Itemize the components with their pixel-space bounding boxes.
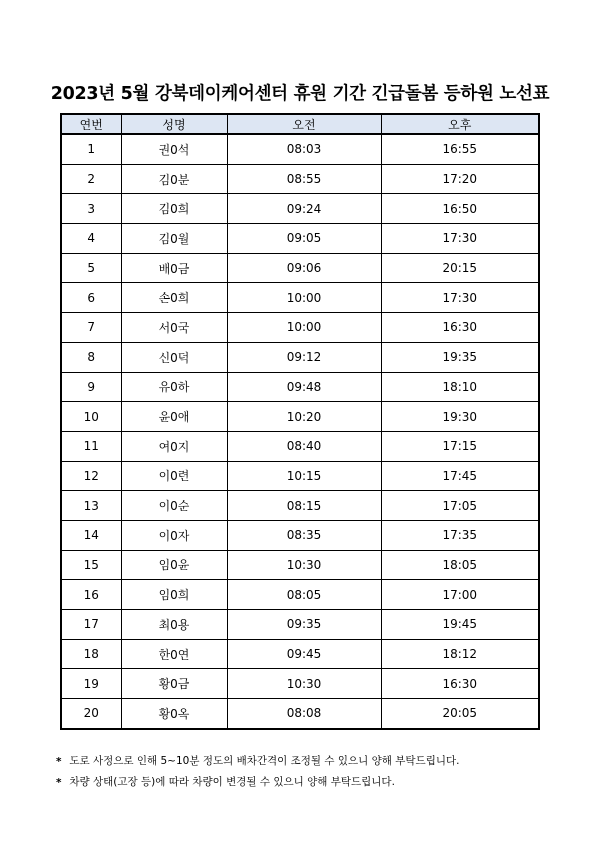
cell-morning-time: 10:30 bbox=[227, 550, 381, 580]
cell-number: 2 bbox=[61, 164, 121, 194]
note-bullet: * bbox=[56, 777, 62, 789]
cell-afternoon-time: 16:30 bbox=[381, 313, 539, 343]
table-row bbox=[61, 520, 539, 550]
cell-afternoon-time: 17:00 bbox=[381, 580, 539, 610]
cell-name: 김0희 bbox=[121, 194, 227, 224]
cell-morning-time: 10:30 bbox=[227, 669, 381, 699]
cell-morning-time: 10:00 bbox=[227, 283, 381, 313]
cell-morning-time: 10:15 bbox=[227, 461, 381, 491]
note-text: 차량 상태(고장 등)에 따라 차량이 변경될 수 있으니 양해 부탁드립니다. bbox=[69, 776, 395, 788]
cell-number: 1 bbox=[61, 134, 121, 164]
cell-name: 배0금 bbox=[121, 253, 227, 283]
cell-name: 이0순 bbox=[121, 491, 227, 521]
cell-afternoon-time: 17:05 bbox=[381, 491, 539, 521]
cell-name: 여0지 bbox=[121, 431, 227, 461]
cell-afternoon-time: 17:30 bbox=[381, 283, 539, 313]
cell-name: 유0하 bbox=[121, 372, 227, 402]
table-row bbox=[61, 134, 539, 164]
cell-morning-time: 09:48 bbox=[227, 372, 381, 402]
table-row bbox=[61, 224, 539, 254]
cell-name: 신0덕 bbox=[121, 342, 227, 372]
table-row bbox=[61, 253, 539, 283]
cell-name: 손0희 bbox=[121, 283, 227, 313]
cell-name: 이0련 bbox=[121, 461, 227, 491]
cell-afternoon-time: 17:30 bbox=[381, 224, 539, 254]
cell-morning-time: 08:15 bbox=[227, 491, 381, 521]
table-row bbox=[61, 431, 539, 461]
notes bbox=[56, 751, 556, 793]
cell-name: 서0국 bbox=[121, 313, 227, 343]
cell-number: 5 bbox=[61, 253, 121, 283]
table-row bbox=[61, 461, 539, 491]
cell-morning-time: 09:45 bbox=[227, 639, 381, 669]
cell-name: 한0연 bbox=[121, 639, 227, 669]
cell-morning-time: 09:06 bbox=[227, 253, 381, 283]
table-header-row bbox=[61, 114, 539, 134]
table-row bbox=[61, 283, 539, 313]
cell-morning-time: 09:12 bbox=[227, 342, 381, 372]
cell-number: 9 bbox=[61, 372, 121, 402]
cell-afternoon-time: 17:45 bbox=[381, 461, 539, 491]
cell-name: 김0분 bbox=[121, 164, 227, 194]
table-row bbox=[61, 194, 539, 224]
table-row bbox=[61, 610, 539, 640]
note-bullet: * bbox=[56, 756, 62, 768]
cell-number: 14 bbox=[61, 520, 121, 550]
cell-afternoon-time: 18:10 bbox=[381, 372, 539, 402]
cell-afternoon-time: 19:35 bbox=[381, 342, 539, 372]
cell-afternoon-time: 19:30 bbox=[381, 402, 539, 432]
header-afternoon: 오후 bbox=[381, 114, 539, 134]
cell-name: 황0금 bbox=[121, 669, 227, 699]
note-text: 도로 사정으로 인해 5~10분 정도의 배차간격이 조정될 수 있으니 양해 부탁드립니다. bbox=[69, 755, 460, 767]
cell-number: 13 bbox=[61, 491, 121, 521]
page-title: 2023년 5월 강북데이케어센터 휴원 기간 긴급돌봄 등하원 노선표 bbox=[50, 84, 550, 104]
table-row bbox=[61, 580, 539, 610]
cell-number: 18 bbox=[61, 639, 121, 669]
cell-name: 임0희 bbox=[121, 580, 227, 610]
cell-afternoon-time: 18:05 bbox=[381, 550, 539, 580]
cell-morning-time: 08:40 bbox=[227, 431, 381, 461]
header-name: 성명 bbox=[121, 114, 227, 134]
cell-number: 12 bbox=[61, 461, 121, 491]
cell-number: 15 bbox=[61, 550, 121, 580]
cell-name: 임0윤 bbox=[121, 550, 227, 580]
cell-morning-time: 08:08 bbox=[227, 699, 381, 729]
cell-number: 19 bbox=[61, 669, 121, 699]
cell-afternoon-time: 17:35 bbox=[381, 520, 539, 550]
table-row bbox=[61, 491, 539, 521]
table-row bbox=[61, 669, 539, 699]
note-item bbox=[56, 751, 556, 772]
cell-number: 11 bbox=[61, 431, 121, 461]
cell-afternoon-time: 17:20 bbox=[381, 164, 539, 194]
cell-afternoon-time: 20:05 bbox=[381, 699, 539, 729]
cell-number: 8 bbox=[61, 342, 121, 372]
cell-afternoon-time: 20:15 bbox=[381, 253, 539, 283]
cell-morning-time: 09:05 bbox=[227, 224, 381, 254]
table-row bbox=[61, 402, 539, 432]
cell-afternoon-time: 18:12 bbox=[381, 639, 539, 669]
cell-name: 권0석 bbox=[121, 134, 227, 164]
cell-number: 4 bbox=[61, 224, 121, 254]
note-item bbox=[56, 772, 556, 793]
cell-afternoon-time: 17:15 bbox=[381, 431, 539, 461]
header-number: 연번 bbox=[61, 114, 121, 134]
cell-morning-time: 08:35 bbox=[227, 520, 381, 550]
cell-number: 20 bbox=[61, 699, 121, 729]
cell-name: 김0월 bbox=[121, 224, 227, 254]
cell-number: 3 bbox=[61, 194, 121, 224]
cell-afternoon-time: 19:45 bbox=[381, 610, 539, 640]
cell-morning-time: 09:24 bbox=[227, 194, 381, 224]
cell-morning-time: 09:35 bbox=[227, 610, 381, 640]
cell-morning-time: 10:00 bbox=[227, 313, 381, 343]
table-row bbox=[61, 699, 539, 729]
cell-morning-time: 08:55 bbox=[227, 164, 381, 194]
cell-name: 이0자 bbox=[121, 520, 227, 550]
cell-morning-time: 08:05 bbox=[227, 580, 381, 610]
table-row bbox=[61, 342, 539, 372]
cell-number: 7 bbox=[61, 313, 121, 343]
cell-number: 17 bbox=[61, 610, 121, 640]
cell-name: 최0용 bbox=[121, 610, 227, 640]
header-morning: 오전 bbox=[227, 114, 381, 134]
cell-number: 10 bbox=[61, 402, 121, 432]
table-row bbox=[61, 550, 539, 580]
cell-afternoon-time: 16:30 bbox=[381, 669, 539, 699]
cell-afternoon-time: 16:55 bbox=[381, 134, 539, 164]
cell-afternoon-time: 16:50 bbox=[381, 194, 539, 224]
cell-name: 황0옥 bbox=[121, 699, 227, 729]
cell-morning-time: 10:20 bbox=[227, 402, 381, 432]
table-row bbox=[61, 164, 539, 194]
cell-number: 6 bbox=[61, 283, 121, 313]
table-row bbox=[61, 313, 539, 343]
cell-morning-time: 08:03 bbox=[227, 134, 381, 164]
cell-name: 윤0애 bbox=[121, 402, 227, 432]
route-schedule-table bbox=[60, 113, 540, 730]
table-row bbox=[61, 372, 539, 402]
cell-number: 16 bbox=[61, 580, 121, 610]
table-row bbox=[61, 639, 539, 669]
